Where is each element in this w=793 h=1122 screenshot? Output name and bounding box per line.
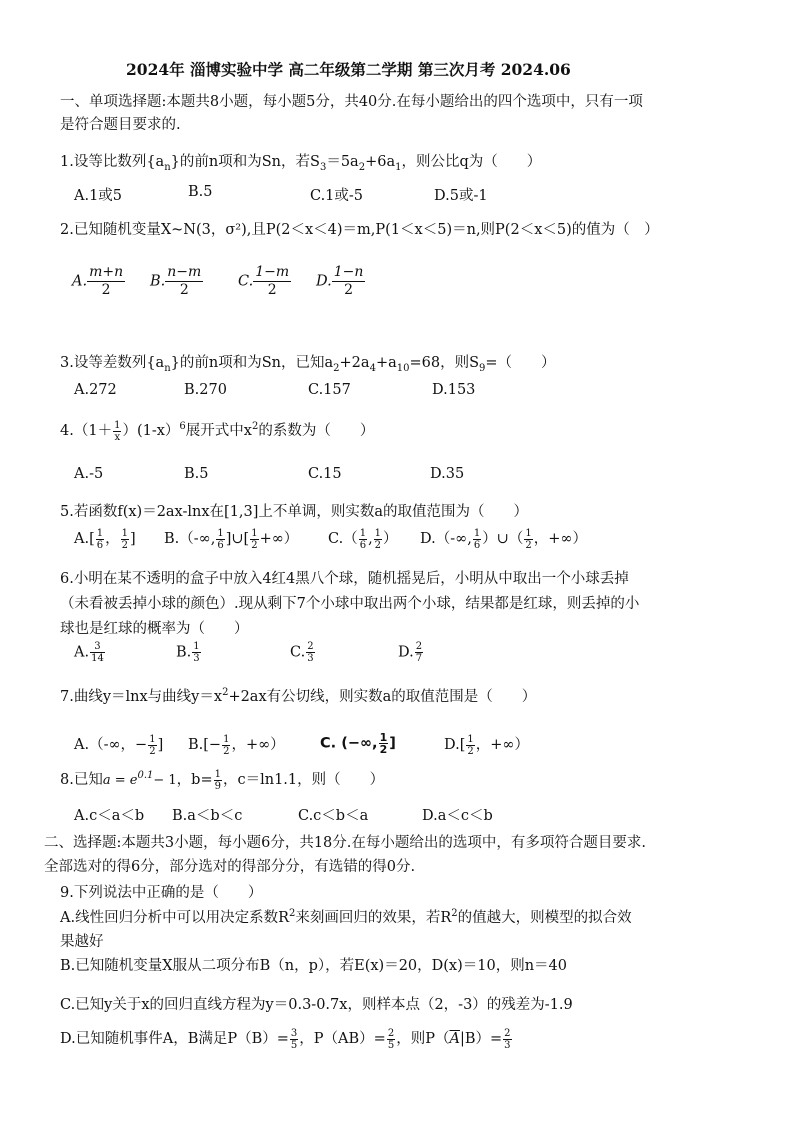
question-1-option-d: D.5或-1 (434, 188, 488, 204)
question-9-option-a-line1: A.线性回归分析中可以用决定系数$R^2$来刻画回归的效果，若$R^2$的值越大，则模型的拟合效 (60, 908, 632, 926)
question-4-option-c: C.15 (308, 466, 342, 482)
question-5-option-b: B.（-∞, $\frac{1}{6}$ ]∪[ $\frac{1}{2}$ +∞） (164, 527, 299, 551)
question-3-option-d: D.153 (432, 382, 476, 398)
question-3-option-c: C.157 (308, 382, 351, 398)
question-7-option-a: A.（-∞，− $\frac{1}{2}$ ] (74, 733, 164, 757)
question-7-option-d: D.[ $\frac{1}{2}$ ，+∞） (444, 733, 529, 757)
question-6-option-a: A. $\frac{3}{14}$ (74, 641, 104, 664)
question-1-stem: 1.设等比数列$\{a_n\}$的前n项和为Sn，若$S_3=5a_2+6a_1$，则公比q为（ ） (60, 154, 542, 173)
question-5-option-c: C.（ $\frac{1}{6}$ , $\frac{1}{2}$ ） (328, 527, 398, 551)
section2-line2: 全部选对的得6分，部分选对的得部分分，有选错的得0分. (44, 859, 416, 875)
question-6-line2: （未看被丢掉小球的颜色）.现从剩下7个小球中取出两个小球，结果都是红球，则丢掉的小 (60, 596, 640, 612)
question-7-option-b: B.[− $\frac{1}{2}$ ，+∞） (188, 733, 285, 757)
question-6-option-b: B. $\frac{1}{3}$ (176, 641, 200, 664)
question-6-line3: 球也是红球的概率为（ ） (60, 621, 249, 637)
question-8-option-c: C.c＜b＜a (298, 808, 369, 824)
question-6-option-c: C. $\frac{2}{3}$ (290, 641, 314, 664)
question-5-stem: 5.若函数f(x)＝2ax-lnx在[1,3]上不单调，则实数a的取值范围为（ ） (60, 504, 529, 520)
question-2-option-b: B. $\frac{n-m}{2}$ (150, 264, 202, 298)
question-8-option-d: D.a＜c＜b (422, 808, 493, 824)
page-title: 2024年 淄博实验中学 高二年级第二学期 第三次月考 2024.06 (126, 60, 571, 79)
question-5-option-d: D.（-∞, $\frac{1}{6}$ ）∪（ $\frac{1}{2}$ ，+∞） (420, 527, 587, 551)
question-9-option-d: D.已知随机事件A，B满足P（B）= $\frac{3}{5}$ ，P（AB）= $\frac{2}{5}$ ，则$P(\overline{A}|B)=$ $\frac{2}{3}$ (60, 1027, 511, 1051)
question-6-line1: 6.小明在某不透明的盒子中放入4红4黑八个球，随机摇晃后，小明从中取出一个小球丢掉 (60, 571, 629, 587)
question-2-option-a: A. $\frac{m+n}{2}$ (72, 264, 124, 298)
question-3-option-b: B.270 (184, 382, 227, 398)
question-9-stem: 9.下列说法中正确的是（ ） (60, 885, 263, 901)
question-8-stem: 8.已知$a = e^{0.1}- 1$，b= $\frac{1}{9}$ ，c＝ln1.1，则（ ） (60, 768, 385, 792)
question-3-stem: 3.设等差数列$\{a_n\}$的前n项和为Sn，已知$a_2+2a_4+a_{10}=68$，则$S_9=$（ ） (60, 355, 556, 374)
question-2-option-d: D. $\frac{1-n}{2}$ (316, 264, 364, 298)
question-1-option-c: C.1或-5 (310, 188, 364, 204)
question-2-stem: 2.已知随机变量X~N(3，σ²),且P(2＜x＜4)＝m,P(1＜x＜5)＝n,则P(2＜x＜5)的值为（ ） (60, 222, 659, 238)
question-4-option-a: A.-5 (74, 466, 104, 482)
question-8-option-a: A.c＜a＜b (74, 808, 145, 824)
question-9-option-a-line2: 果越好 (60, 934, 104, 950)
question-8-option-b: B.a＜b＜c (172, 808, 243, 824)
question-6-option-d: D. $\frac{2}{7}$ (398, 641, 423, 664)
question-7-option-c: C. (−∞, $\frac{1}{2}$ ] (320, 731, 396, 756)
question-5-option-a: A.[ $\frac{1}{6}$ ， $\frac{1}{2}$ ] (74, 527, 136, 551)
question-4-option-b: B.5 (184, 466, 209, 482)
question-4-stem: 4.（1＋ $\frac{1}{x}$ ）(1-x）$^6$展开式中$x^2$的系数为（ ） (60, 419, 375, 443)
question-7-stem: 7.曲线y＝lnx与曲线$y=x^2+2ax$有公切线，则实数a的取值范围是（ ） (60, 687, 537, 705)
question-9-option-c: C.已知y关于x的回归直线方程为y＝0.3-0.7x，则样本点（2，-3）的残差为-1.9 (60, 997, 573, 1013)
section1-line1: 一、单项选择题:本题共8小题，每小题5分，共40分.在每小题给出的四个选项中，只有一项 (60, 94, 643, 110)
question-1-option-a: A.1或5 (74, 188, 123, 204)
question-4-option-d: D.35 (430, 466, 465, 482)
question-1-option-b: B.5 (188, 184, 213, 200)
question-9-option-b: B.已知随机变量X服从二项分布B（n，p），若E(x)＝20，D(x)＝10，则n＝40 (60, 958, 567, 974)
question-3-option-a: A.272 (74, 382, 117, 398)
section1-line2: 是符合题目要求的. (60, 117, 181, 133)
question-2-option-c: C. $\frac{1-m}{2}$ (238, 264, 290, 298)
section2-line1: 二、选择题:本题共3小题，每小题6分，共18分.在每小题给出的选项中，有多项符合题目要求. (44, 835, 647, 851)
